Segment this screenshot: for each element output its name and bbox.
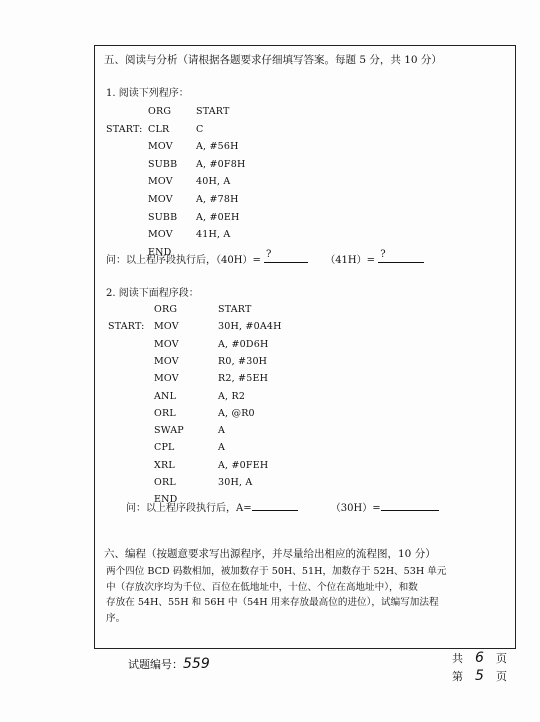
code-operand: A xyxy=(218,425,226,437)
current-page-prefix: 第 xyxy=(452,670,463,683)
code-opcode: ORL xyxy=(154,407,176,419)
section6-body-line: 两个四位 BCD 码数相加，被加数存于 50H、51H，加数存于 52H、53H 单元 xyxy=(106,566,447,577)
code-operand: A, #56H xyxy=(196,141,239,153)
code-operand: R0, #30H xyxy=(218,355,268,367)
section6-body-line: 存放在 54H、55H 和 56H 中（54H 用来存放最高位的进位），试编写加法程 xyxy=(106,597,439,608)
q2-question-mid: （30H）= xyxy=(327,503,381,514)
total-pages-suffix: 页 xyxy=(496,652,507,665)
code-operand: 41H, A xyxy=(196,229,231,241)
q1-answer1: ? xyxy=(266,249,272,260)
code-label: START: xyxy=(106,123,143,135)
total-pages-prefix: 共 xyxy=(452,652,463,665)
q2-answer-30h-blank[interactable] xyxy=(381,500,439,511)
code-opcode: MOV xyxy=(148,141,173,153)
exam-code-label: 试题编号： xyxy=(128,658,183,671)
code-opcode: SWAP xyxy=(154,425,184,437)
q2-question xyxy=(126,500,439,515)
code-label: START: xyxy=(108,321,145,333)
code-operand: START xyxy=(218,304,252,315)
code-opcode: SUBB xyxy=(148,158,178,170)
section6-heading: 六、编程（按题意要求写出源程序，并尽量给出相应的流程图，10 分） xyxy=(104,548,436,560)
code-opcode: MOV xyxy=(148,194,173,205)
code-operand: A, #0F8H xyxy=(196,158,246,170)
total-pages-value: 6 xyxy=(475,650,484,666)
code-operand: A xyxy=(218,442,226,454)
code-operand: A, #0EH xyxy=(196,211,240,223)
exam-code xyxy=(128,658,210,671)
q1-title: 1. 阅读下列程序： xyxy=(106,88,189,99)
code-opcode: END xyxy=(148,246,172,258)
section6-body-line: 序。 xyxy=(106,612,126,624)
code-opcode: CLR xyxy=(148,123,170,135)
code-operand: 30H, A xyxy=(218,477,253,488)
section5-heading: 五、阅读与分析（请根据各题要求仔细填写答案。每题 5 分，共 10 分） xyxy=(104,54,442,66)
section6-body-line: 中（存放次序均为千位、百位在低地址中，十位、个位在高地址中），和数 xyxy=(106,581,418,593)
code-operand: R2, #5EH xyxy=(218,373,269,385)
code-operand: START xyxy=(196,106,230,117)
exam-code-value: 559 xyxy=(183,656,210,672)
code-operand: C xyxy=(196,123,204,135)
code-operand: A, #0D6H xyxy=(218,338,269,350)
code-opcode: ORG xyxy=(148,106,172,117)
current-page xyxy=(452,670,507,683)
code-operand: 30H, #0A4H xyxy=(218,321,282,333)
code-opcode: ORL xyxy=(154,477,176,488)
code-opcode: SUBB xyxy=(148,211,178,223)
q1-question xyxy=(106,249,424,267)
code-operand: A, R2 xyxy=(218,390,246,402)
code-operand: A, @R0 xyxy=(218,407,255,419)
q2-question-prefix: 问：以上程序段执行后，A= xyxy=(126,503,252,514)
code-opcode: ANL xyxy=(154,390,177,402)
q2-answer-a-blank[interactable] xyxy=(252,500,298,511)
code-operand: A, #78H xyxy=(196,194,239,205)
total-pages xyxy=(452,652,507,665)
code-opcode: MOV xyxy=(154,338,179,350)
code-opcode: XRL xyxy=(154,459,175,471)
code-opcode: MOV xyxy=(154,321,179,333)
q1-answer2-blank[interactable] xyxy=(378,249,424,263)
code-opcode: MOV xyxy=(148,176,173,188)
code-opcode: CPL xyxy=(154,442,175,454)
current-page-suffix: 页 xyxy=(496,670,507,683)
code-operand: 40H, A xyxy=(196,176,231,188)
code-opcode: ORG xyxy=(154,304,178,315)
q1-answer1-blank[interactable] xyxy=(264,249,308,263)
current-page-value: 5 xyxy=(475,668,484,684)
code-opcode: END xyxy=(154,494,178,506)
code-opcode: MOV xyxy=(154,373,179,385)
q1-question-mid: （41H）= xyxy=(322,255,379,266)
code-opcode: MOV xyxy=(148,229,173,241)
q1-answer2: ? xyxy=(380,249,386,260)
code-operand: A, #0FEH xyxy=(218,459,269,471)
code-opcode: MOV xyxy=(154,355,179,367)
q2-title: 2. 阅读下面程序段： xyxy=(106,288,199,299)
q1-question-prefix: 问：以上程序段执行后，（40H）= xyxy=(106,255,265,266)
